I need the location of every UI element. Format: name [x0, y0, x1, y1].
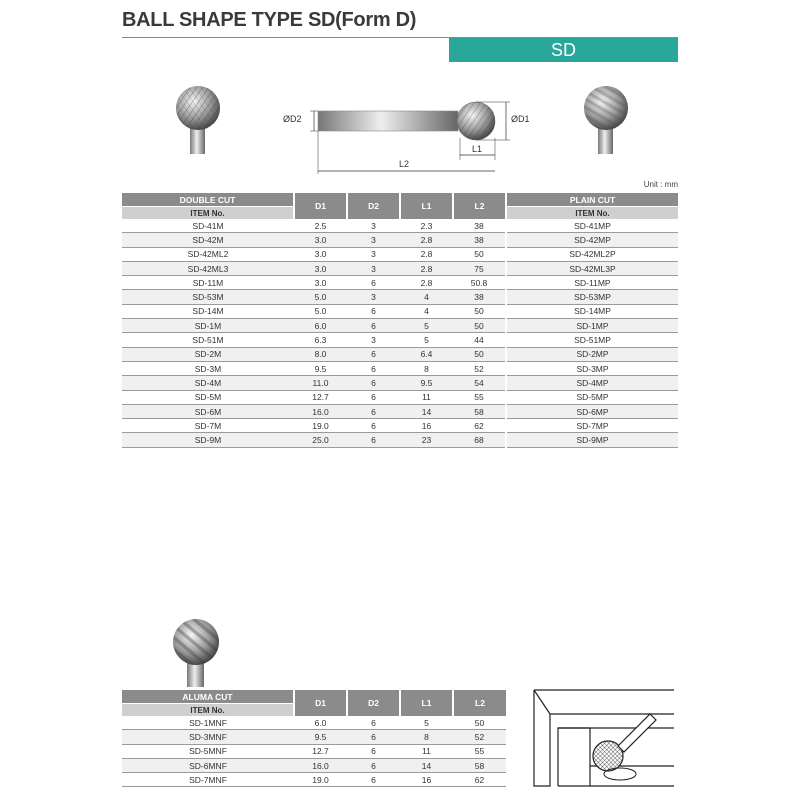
label-d1: ØD1: [511, 114, 530, 124]
cell-item: SD-1MNF: [122, 716, 294, 730]
aluma-cut-header: ALUMA CUT: [122, 690, 294, 704]
cell-l1: 8: [400, 730, 453, 744]
cell-l1: 16: [400, 419, 453, 433]
cell-l1: 11: [400, 744, 453, 758]
cell-d1: 5.0: [294, 304, 347, 318]
cell-d2: 6: [347, 376, 400, 390]
cell-plain: SD-9MP: [506, 433, 678, 447]
cell-l1: 6.4: [400, 347, 453, 361]
aluma-table-row: [122, 773, 506, 787]
cell-l2: 68: [453, 433, 506, 447]
cell-l1: 4: [400, 290, 453, 304]
cell-item: SD-5MNF: [122, 744, 294, 758]
cell-l2: 38: [453, 290, 506, 304]
cell-item: SD-42ML3: [122, 261, 294, 275]
cell-d1: 11.0: [294, 376, 347, 390]
cell-d1: 5.0: [294, 290, 347, 304]
cell-l2: 50: [453, 347, 506, 361]
table-row: [122, 376, 678, 390]
cell-l2: 38: [453, 233, 506, 247]
table-row: [122, 319, 678, 333]
cell-item: SD-14M: [122, 304, 294, 318]
cell-plain: SD-53MP: [506, 290, 678, 304]
cell-l2: 58: [453, 758, 506, 772]
cell-l2: 58: [453, 404, 506, 418]
cell-l1: 2.8: [400, 233, 453, 247]
cell-d1: 3.0: [294, 247, 347, 261]
aluma-cut-table: [122, 690, 506, 787]
cell-l1: 14: [400, 404, 453, 418]
cell-d2: 6: [347, 716, 400, 730]
cell-d1: 6.0: [294, 716, 347, 730]
aluma-col-l1-header: L1: [400, 690, 453, 716]
cell-plain: SD-11MP: [506, 276, 678, 290]
col-l2-header: L2: [453, 193, 506, 219]
cell-l2: 55: [453, 390, 506, 404]
page-title: BALL SHAPE TYPE SD(Form D): [122, 9, 417, 31]
cell-item: SD-7MNF: [122, 773, 294, 787]
plain-cut-burr-image: [576, 84, 636, 154]
cell-l2: 62: [453, 419, 506, 433]
cell-d2: 6: [347, 404, 400, 418]
cell-d1: 9.5: [294, 730, 347, 744]
cell-l2: 50: [453, 716, 506, 730]
label-l2: L2: [399, 159, 410, 169]
cell-d1: 12.7: [294, 390, 347, 404]
cell-d1: 8.0: [294, 347, 347, 361]
cell-item: SD-6M: [122, 404, 294, 418]
cell-d1: 6.0: [294, 319, 347, 333]
cell-l1: 9.5: [400, 376, 453, 390]
cell-l2: 52: [453, 361, 506, 375]
cell-d1: 3.0: [294, 276, 347, 290]
cell-l2: 44: [453, 333, 506, 347]
type-code-banner: SD: [449, 38, 678, 62]
cell-d2: 6: [347, 773, 400, 787]
table-row: [122, 404, 678, 418]
cell-l2: 54: [453, 376, 506, 390]
cell-plain: SD-6MP: [506, 404, 678, 418]
cell-l2: 50: [453, 304, 506, 318]
cell-item: SD-6MNF: [122, 758, 294, 772]
cell-d2: 3: [347, 219, 400, 233]
cell-l1: 2.8: [400, 247, 453, 261]
cell-l1: 5: [400, 333, 453, 347]
cell-d2: 6: [347, 744, 400, 758]
cell-l1: 8: [400, 361, 453, 375]
cell-d2: 6: [347, 319, 400, 333]
cell-item: SD-42M: [122, 233, 294, 247]
cell-d2: 3: [347, 247, 400, 261]
table-row: [122, 233, 678, 247]
cell-d2: 6: [347, 433, 400, 447]
aluma-table-row: [122, 758, 506, 772]
col-d2-header: D2: [347, 193, 400, 219]
aluma-cut-burr-image: [166, 617, 226, 687]
plain-cut-header: PLAIN CUT: [506, 193, 678, 207]
cell-item: SD-51M: [122, 333, 294, 347]
table-row: [122, 261, 678, 275]
cell-item: SD-42ML2: [122, 247, 294, 261]
cell-d1: 3.0: [294, 233, 347, 247]
cell-l1: 14: [400, 758, 453, 772]
cell-l1: 2.8: [400, 261, 453, 275]
double-plain-cut-table: [122, 193, 678, 448]
cell-item: SD-11M: [122, 276, 294, 290]
cell-d2: 3: [347, 290, 400, 304]
double-cut-header: DOUBLE CUT: [122, 193, 294, 207]
table-row: [122, 276, 678, 290]
cell-d2: 3: [347, 261, 400, 275]
cell-l2: 38: [453, 219, 506, 233]
cell-plain: SD-3MP: [506, 361, 678, 375]
cell-plain: SD-14MP: [506, 304, 678, 318]
aluma-cut-item-header: ITEM No.: [122, 704, 294, 717]
cell-plain: SD-5MP: [506, 390, 678, 404]
cell-l2: 50: [453, 319, 506, 333]
cell-l1: 4: [400, 304, 453, 318]
cell-l2: 50: [453, 247, 506, 261]
double-cut-burr-image: [168, 84, 228, 154]
table-row: [122, 333, 678, 347]
cell-l2: 55: [453, 744, 506, 758]
cell-plain: SD-42ML3P: [506, 261, 678, 275]
cell-l1: 2.8: [400, 276, 453, 290]
cell-item: SD-4M: [122, 376, 294, 390]
cell-plain: SD-42MP: [506, 233, 678, 247]
cell-d2: 6: [347, 304, 400, 318]
unit-label: Unit : mm: [643, 180, 678, 189]
cell-l2: 75: [453, 261, 506, 275]
double-cut-item-header: ITEM No.: [122, 207, 294, 220]
cell-d1: 16.0: [294, 404, 347, 418]
cell-d1: 6.3: [294, 333, 347, 347]
cell-d1: 9.5: [294, 361, 347, 375]
table-row: [122, 247, 678, 261]
label-d2: ØD2: [283, 114, 302, 124]
cell-item: SD-41M: [122, 219, 294, 233]
cell-item: SD-3MNF: [122, 730, 294, 744]
cell-l2: 52: [453, 730, 506, 744]
usage-illustration: [530, 686, 678, 790]
cell-plain: SD-7MP: [506, 419, 678, 433]
cell-d2: 6: [347, 730, 400, 744]
cell-l2: 50.8: [453, 276, 506, 290]
aluma-col-d1-header: D1: [294, 690, 347, 716]
cell-l1: 23: [400, 433, 453, 447]
cell-plain: SD-42ML2P: [506, 247, 678, 261]
cell-l2: 62: [453, 773, 506, 787]
cell-d2: 6: [347, 758, 400, 772]
cell-d2: 6: [347, 276, 400, 290]
cell-l1: 11: [400, 390, 453, 404]
cell-d1: 16.0: [294, 758, 347, 772]
cell-d1: 2.5: [294, 219, 347, 233]
cell-d1: 25.0: [294, 433, 347, 447]
table-row: [122, 290, 678, 304]
label-l1: L1: [472, 144, 483, 154]
cell-item: SD-7M: [122, 419, 294, 433]
cell-d2: 6: [347, 390, 400, 404]
cell-d2: 6: [347, 419, 400, 433]
table-row: [122, 433, 678, 447]
cell-d1: 3.0: [294, 261, 347, 275]
cell-item: SD-1M: [122, 319, 294, 333]
cell-d2: 3: [347, 233, 400, 247]
cell-plain: SD-41MP: [506, 219, 678, 233]
plain-cut-item-header: ITEM No.: [506, 207, 678, 220]
cell-d2: 6: [347, 347, 400, 361]
cell-d1: 19.0: [294, 773, 347, 787]
table-row: [122, 304, 678, 318]
aluma-col-d2-header: D2: [347, 690, 400, 716]
aluma-table-row: [122, 716, 506, 730]
cell-item: SD-2M: [122, 347, 294, 361]
cell-l1: 2.3: [400, 219, 453, 233]
cell-item: SD-53M: [122, 290, 294, 304]
cell-l1: 5: [400, 716, 453, 730]
cell-plain: SD-1MP: [506, 319, 678, 333]
table-row: [122, 219, 678, 233]
cell-d2: 3: [347, 333, 400, 347]
aluma-col-l2-header: L2: [453, 690, 506, 716]
table-row: [122, 390, 678, 404]
cell-plain: SD-51MP: [506, 333, 678, 347]
cell-d1: 19.0: [294, 419, 347, 433]
col-d1-header: D1: [294, 193, 347, 219]
aluma-table-row: [122, 744, 506, 758]
cell-item: SD-9M: [122, 433, 294, 447]
table-row: [122, 361, 678, 375]
cell-plain: SD-4MP: [506, 376, 678, 390]
cell-d2: 6: [347, 361, 400, 375]
table-row: [122, 419, 678, 433]
cell-l1: 5: [400, 319, 453, 333]
cell-l1: 16: [400, 773, 453, 787]
cell-item: SD-5M: [122, 390, 294, 404]
col-l1-header: L1: [400, 193, 453, 219]
cell-plain: SD-2MP: [506, 347, 678, 361]
table-row: [122, 347, 678, 361]
aluma-table-row: [122, 730, 506, 744]
cell-item: SD-3M: [122, 361, 294, 375]
cell-d1: 12.7: [294, 744, 347, 758]
